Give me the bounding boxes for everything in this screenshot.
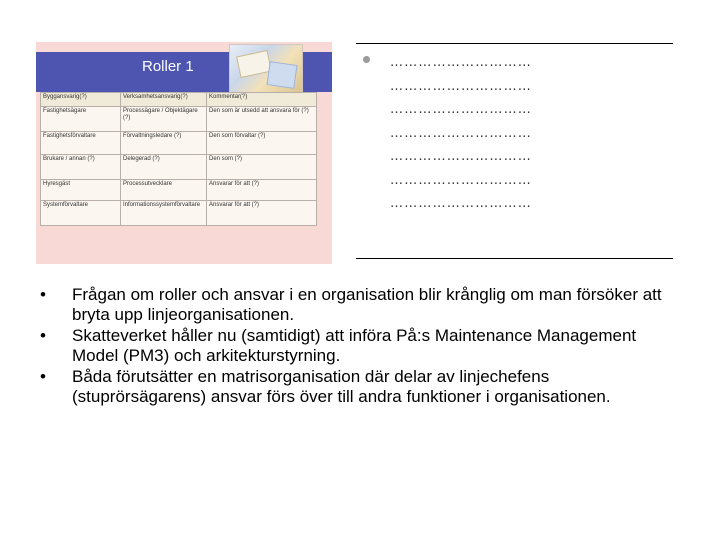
thumbnail-title: Roller 1 <box>142 58 194 75</box>
dotted-placeholder-list <box>390 56 532 221</box>
table-cell: Fastighetsförvaltare <box>41 132 121 155</box>
table-cell: Processägare / Objektägare (?) <box>121 107 207 132</box>
table-cell: Processutvecklare <box>121 180 207 201</box>
bullet-item <box>40 367 680 407</box>
dotted-line: ………………………… <box>390 196 532 211</box>
table-cell: Den som förvaltar (?) <box>207 132 317 155</box>
bullet-item <box>40 285 680 325</box>
table-cell: Förvaltningsledare (?) <box>121 132 207 155</box>
dotted-line: ………………………… <box>390 102 532 117</box>
thumbnail-table <box>40 92 317 226</box>
top-divider <box>356 43 673 44</box>
table-row <box>41 155 317 180</box>
dotted-line: ………………………… <box>390 78 532 94</box>
slide-thumbnail <box>36 42 332 264</box>
thumbnail-photo <box>229 44 303 94</box>
bullet-text: Båda förutsätter en matrisorganisation där delar av linjechefens (stuprörsägarens) ansvar förs över till andra funktioner i organisationen. <box>72 367 611 406</box>
dotted-line: ………………………… <box>390 172 532 188</box>
table-cell: Systemförvaltare <box>41 201 121 226</box>
table-row <box>41 107 317 132</box>
bottom-divider <box>356 258 673 259</box>
thumbnail-table-header <box>41 93 317 107</box>
table-cell: Brukare / annan (?) <box>41 155 121 180</box>
table-cell: Informationssystemförvaltare <box>121 201 207 226</box>
bullet-mark: • <box>40 326 46 345</box>
table-cell: Den som (?) <box>207 155 317 180</box>
table-cell: Fastighetsägare <box>41 107 121 132</box>
table-cell: Ansvarar för att (?) <box>207 180 317 201</box>
table-cell: Ansvarar för att (?) <box>207 201 317 226</box>
table-cell: Hyresgäst <box>41 180 121 201</box>
gray-dot-bullet <box>363 56 370 63</box>
dotted-line: ………………………… <box>390 125 532 141</box>
table-row <box>41 132 317 155</box>
bullet-list <box>40 285 680 408</box>
table-cell: Den som är utsedd att ansvara för (?) <box>207 107 317 132</box>
bullet-text: Frågan om roller och ansvar i en organisation blir krånglig om man försöker att bryta upp linjeorganisationen. <box>72 285 662 324</box>
table-row <box>41 201 317 226</box>
table-row <box>41 180 317 201</box>
bullet-mark: • <box>40 367 46 386</box>
bullet-item <box>40 326 680 366</box>
table-header-cell: Verksamhetsansvarig(?) <box>121 93 207 107</box>
bullet-mark: • <box>40 285 46 304</box>
table-header-cell: Kommentar(?) <box>207 93 317 107</box>
dotted-line: ………………………… <box>390 55 532 70</box>
table-cell: Delegerad (?) <box>121 155 207 180</box>
dotted-line: ………………………… <box>390 149 532 164</box>
bullet-text: Skatteverket håller nu (samtidigt) att införa På:s Maintenance Management Model (PM3) och arkitekturstyrning. <box>72 326 637 365</box>
table-header-cell: Byggansvarig(?) <box>41 93 121 107</box>
